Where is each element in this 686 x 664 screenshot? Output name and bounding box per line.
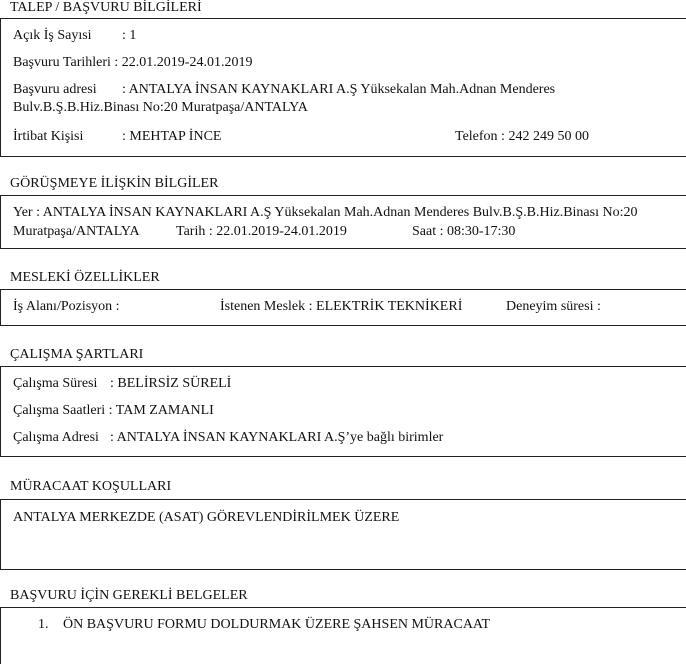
gorusme-yer: Yer : ANTALYA İNSAN KAYNAKLARI A.Ş Yüksekalan Mah.Adnan Menderes Bulv.B.Ş.B.Hiz.Binası No:20 [13, 205, 638, 220]
basvuru-tarihleri: Başvuru Tarihleri : 22.01.2019-24.01.2019 [13, 55, 253, 70]
calisma-adresi-value: : ANTALYA İNSAN KAYNAKLARI A.Ş’ye bağlı birimler [110, 430, 444, 445]
istenen-meslek: İstenen Meslek : ELEKTRİK TEKNİKERİ [220, 299, 463, 314]
section-box-belgeler [0, 607, 686, 664]
gorusme-saat: Saat : 08:30-17:30 [412, 224, 516, 239]
calisma-suresi-value: : BELİRSİZ SÜRELİ [110, 376, 232, 391]
section-heading-belgeler: BAŞVURU İÇİN GEREKLİ BELGELER [10, 588, 248, 603]
section-box-gorusme [0, 195, 686, 249]
basvuru-adresi-label: Başvuru adresi [13, 82, 97, 97]
gorusme-tarih: Tarih : 22.01.2019-24.01.2019 [176, 224, 347, 239]
irtibat-value: : MEHTAP İNCE [122, 129, 222, 144]
calisma-saatleri: Çalışma Saatleri : TAM ZAMANLI [13, 403, 214, 418]
section-heading-mesleki: MESLEKİ ÖZELLİKLER [10, 270, 160, 285]
irtibat-label: İrtibat Kişisi [13, 129, 84, 144]
section-heading-gorusme: GÖRÜŞMEYE İLİŞKİN BİLGİLER [10, 176, 219, 191]
gorusme-place-line2: Muratpaşa/ANTALYA [13, 224, 140, 239]
acik-is-label: Açık İş Sayısi [13, 28, 92, 43]
basvuru-adresi-line2: Bulv.B.Ş.B.Hiz.Binası No:20 Muratpaşa/ANTALYA [13, 100, 308, 115]
section-heading-muracaat: MÜRACAAT KOŞULLARI [10, 479, 172, 494]
telefon: Telefon : 242 249 50 00 [455, 129, 589, 144]
basvuru-adresi-value: : ANTALYA İNSAN KAYNAKLARI A.Ş Yüksekalan Mah.Adnan Menderes [122, 82, 556, 97]
section-heading-talep: TALEP / BAŞVURU BİLGİLERİ [10, 0, 202, 15]
belge-item-text: ÖN BAŞVURU FORMU DOLDURMAK ÜZERE ŞAHSEN MÜRACAAT [63, 617, 491, 632]
calisma-adresi-label: Çalışma Adresi [13, 430, 99, 445]
deneyim-suresi: Deneyim süresi : [506, 299, 601, 314]
calisma-suresi-label: Çalışma Süresi [13, 376, 98, 391]
section-heading-calisma: ÇALIŞMA ŞARTLARI [10, 347, 144, 362]
acik-is-value: : 1 [122, 28, 137, 43]
is-alani-pozisyon: İş Alanı/Pozisyon : [13, 299, 120, 314]
belge-item-number: 1. [38, 617, 49, 632]
muracaat-kosulu: ANTALYA MERKEZDE (ASAT) GÖREVLENDİRİLMEK ÜZERE [13, 510, 400, 525]
